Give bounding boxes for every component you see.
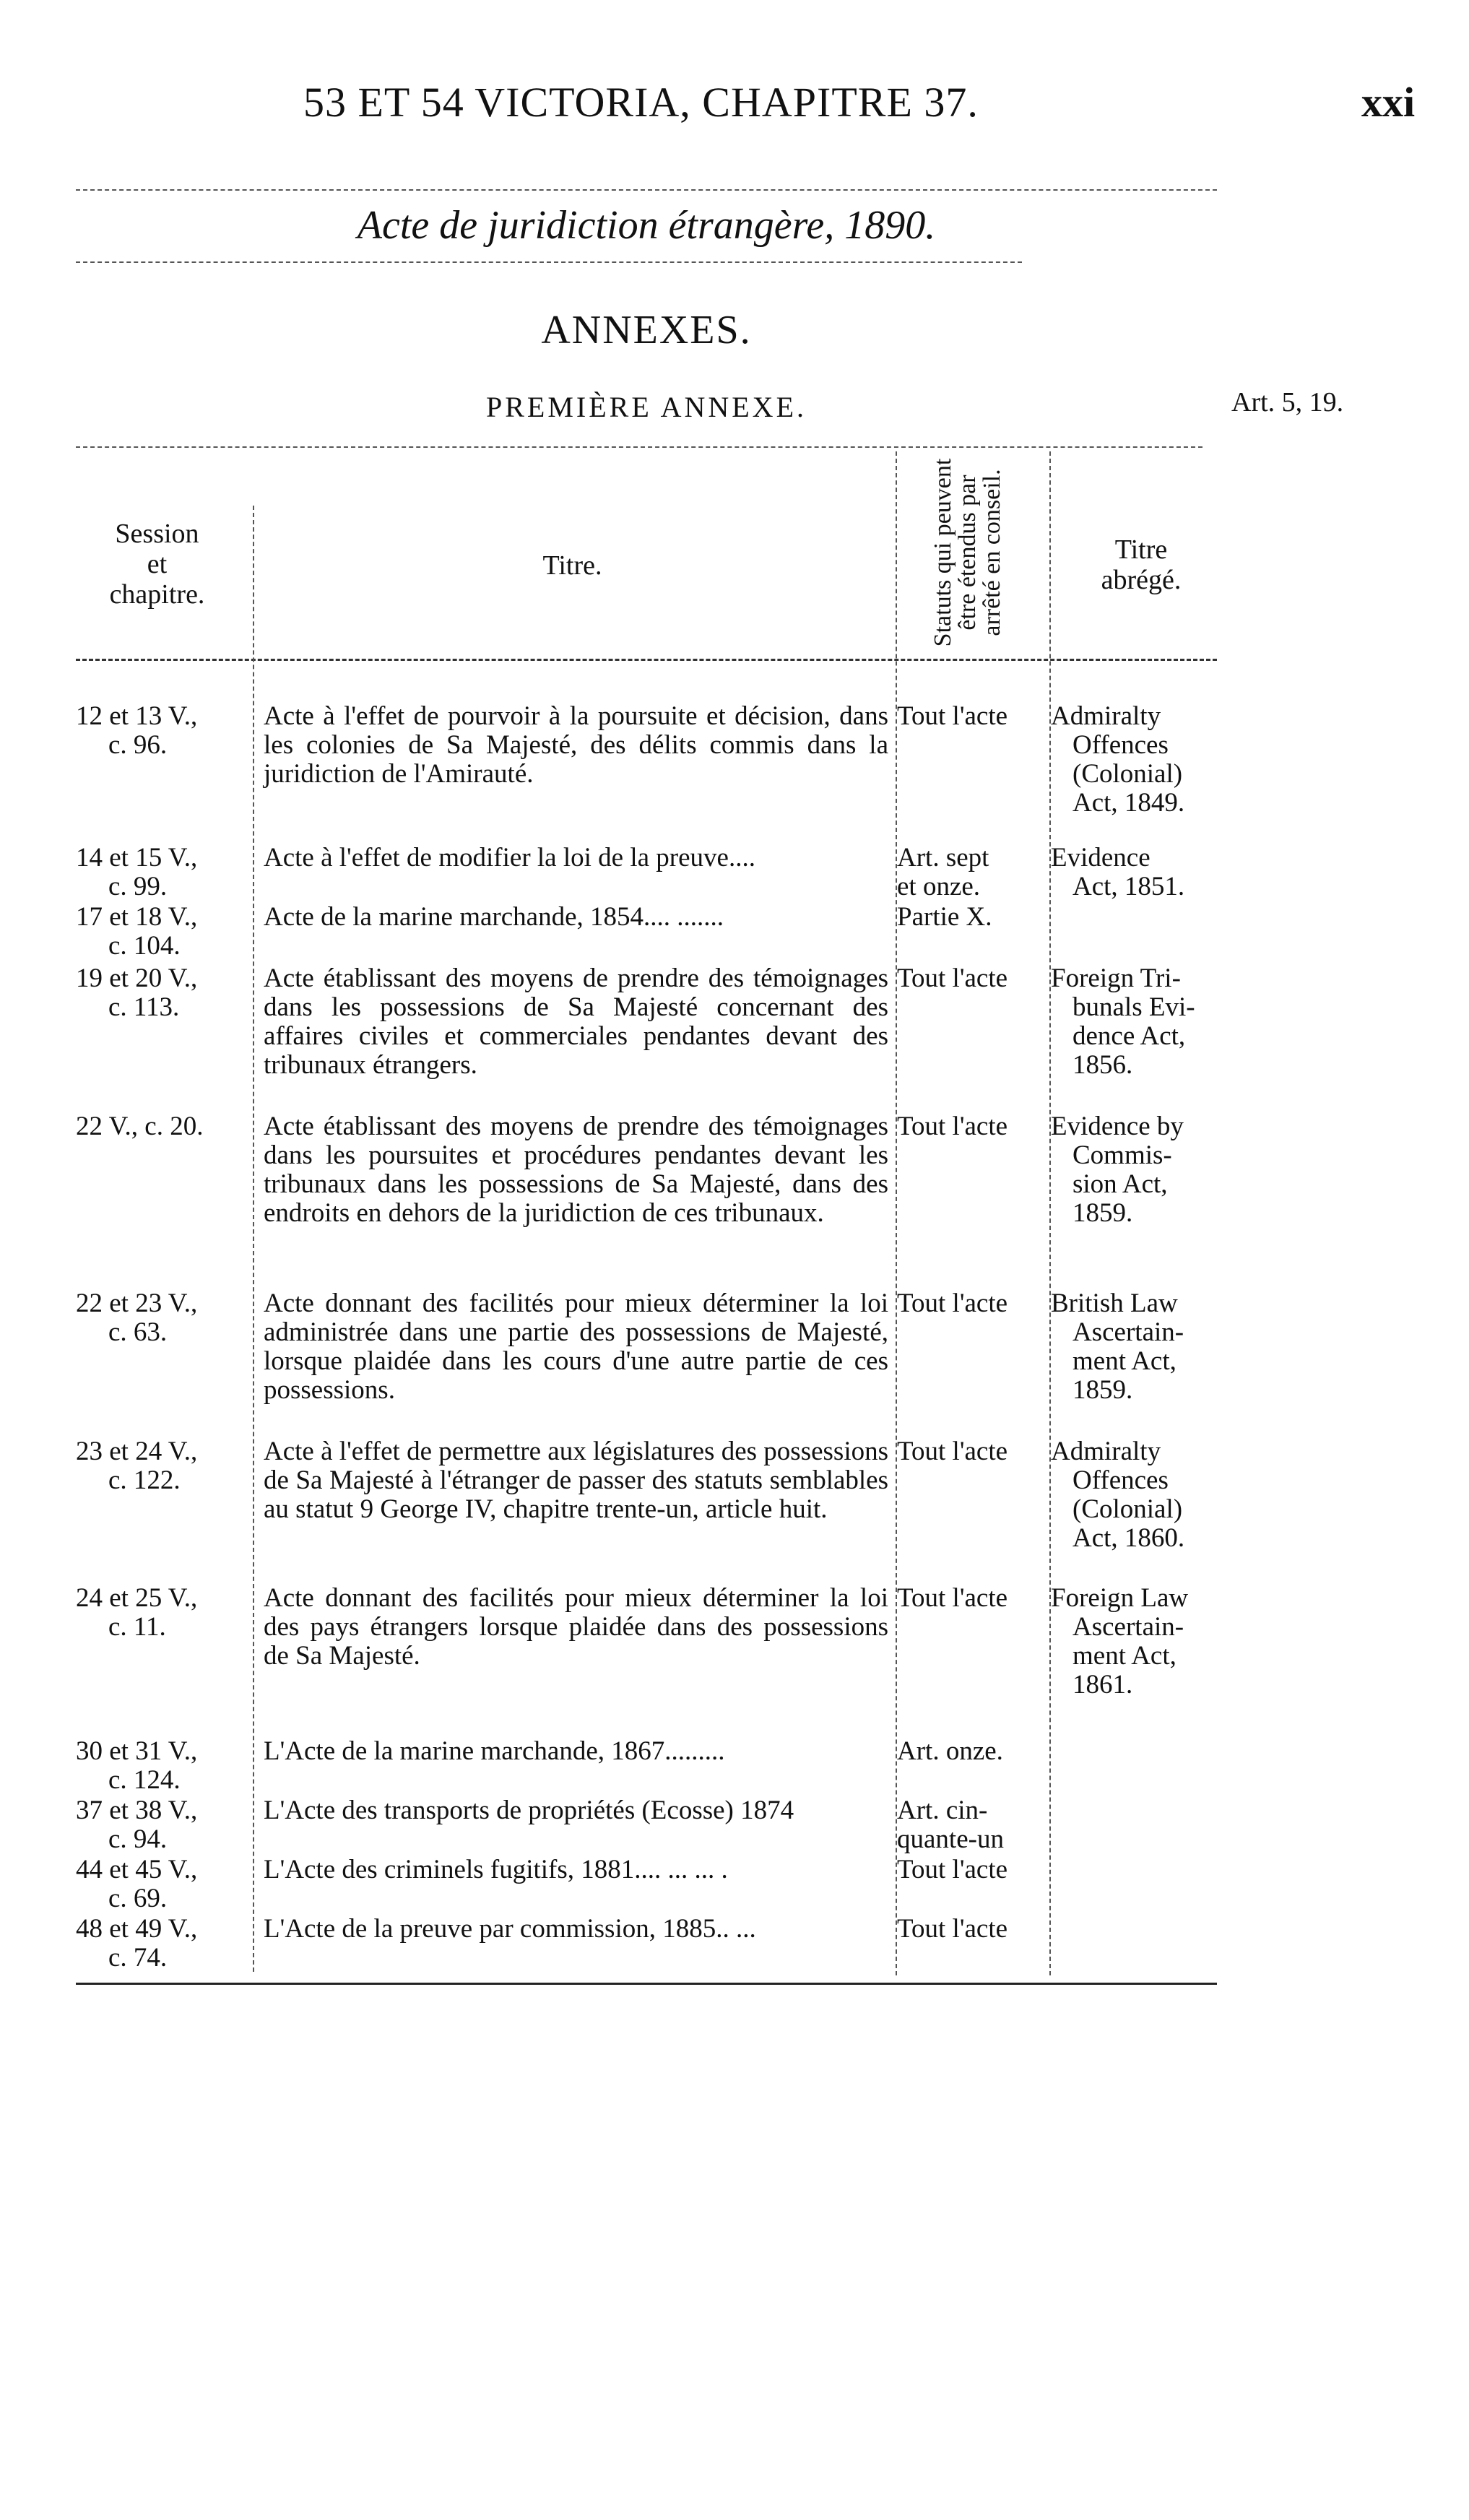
abrege-line: Evidence by xyxy=(1051,1112,1184,1141)
running-header xyxy=(0,78,1469,136)
table-row-titre xyxy=(264,1437,888,1524)
abrege-line: British Law xyxy=(1051,1289,1178,1318)
table-row-session xyxy=(76,1289,249,1347)
act-subtitle: Acte de juridiction étrangère, 1890. xyxy=(357,203,936,248)
table-row-statuts xyxy=(897,702,1049,731)
table-row-titre xyxy=(264,1915,888,1944)
abrege-line: Foreign Law xyxy=(1051,1583,1189,1613)
header-rule-bottom xyxy=(76,261,1022,263)
table-row-session xyxy=(76,1437,249,1495)
abrege-line: dence Act, xyxy=(1072,1021,1186,1051)
schedule-title: PREMIÈRE ANNEXE. xyxy=(486,391,807,423)
table-row-abrege xyxy=(1051,1289,1239,1405)
statuts-line: et onze. xyxy=(897,872,981,901)
header-session-line: et xyxy=(147,549,168,579)
abrege-line: Ascertain- xyxy=(1072,1612,1184,1642)
statuts-line: Tout l'acte xyxy=(897,1855,1008,1884)
table-row-session xyxy=(76,702,249,760)
abrege-line: Offences xyxy=(1072,1465,1169,1495)
table-row-session xyxy=(76,964,249,1022)
header-bottom-rule xyxy=(76,659,1217,661)
table-row-titre xyxy=(264,844,888,873)
abrege-line: 1859. xyxy=(1072,1375,1133,1405)
session-line: 37 et 38 V., xyxy=(76,1796,198,1825)
table-row-statuts xyxy=(897,1437,1049,1466)
statuts-line: Tout l'acte xyxy=(897,1437,1008,1466)
session-line: 22 et 23 V., xyxy=(76,1289,198,1318)
table-row-session xyxy=(76,903,249,961)
table-row-statuts xyxy=(897,1584,1049,1613)
session-line: c. 122. xyxy=(108,1465,181,1495)
table-row-abrege xyxy=(1051,702,1239,818)
titre-text: Acte donnant des facilités pour mieux déterminer la loi des pays étrangers lorsque plaidée dans des possessions de Sa Majesté. xyxy=(264,1583,888,1671)
abrege-line: Admiralty xyxy=(1051,701,1161,731)
session-line: 22 V., c. 20. xyxy=(76,1112,204,1141)
session-line: c. 74. xyxy=(108,1943,168,1973)
abrege-line: sion Act, xyxy=(1072,1169,1168,1199)
margin-reference: Art. 5, 19. xyxy=(1231,387,1344,417)
abrege-line: Offences xyxy=(1072,730,1169,760)
table-row-session xyxy=(76,1856,249,1913)
abrege-line: Act, 1849. xyxy=(1072,788,1185,818)
table-row-statuts xyxy=(897,903,1049,932)
table-row-titre xyxy=(264,1112,888,1228)
header-titre: Titre. xyxy=(542,550,602,581)
session-line: 30 et 31 V., xyxy=(76,1736,198,1766)
table-row-titre xyxy=(264,964,888,1080)
session-line: c. 96. xyxy=(108,730,168,760)
statuts-line: Art. onze. xyxy=(897,1736,1003,1766)
titre-text: L'Acte des criminels fugitifs, 1881.... ... ... . xyxy=(264,1855,728,1884)
table-bottom-rule xyxy=(76,1983,1217,1985)
titre-text: Acte établissant des moyens de prendre des témoignages dans les poursuites et procédures pendantes devant les tribunaux dans les possessions de Sa Majesté, dans des endroits en dehors de la juridiction de ces tribunaux. xyxy=(264,1112,888,1228)
running-title: 53 ET 54 VICTORIA, CHAPITRE 37. xyxy=(303,79,979,126)
table-row-titre xyxy=(264,1856,888,1884)
session-line: c. 99. xyxy=(108,872,168,901)
session-line: 19 et 20 V., xyxy=(76,964,198,993)
statuts-line: Tout l'acte xyxy=(897,701,1008,731)
abrege-line: Act, 1860. xyxy=(1072,1523,1185,1553)
abrege-line: Commis- xyxy=(1072,1140,1172,1170)
header-abrege-line: abrégé. xyxy=(1101,565,1182,595)
table-row-session xyxy=(76,1796,249,1854)
titre-text: L'Acte des transports de propriétés (Ecosse) 1874 xyxy=(264,1796,794,1825)
table-row-titre xyxy=(264,1584,888,1671)
table-row-titre xyxy=(264,1737,888,1766)
abrege-line: Evidence xyxy=(1051,843,1150,873)
table-row-statuts xyxy=(897,1737,1049,1766)
session-line: c. 104. xyxy=(108,931,181,961)
session-line: c. 124. xyxy=(108,1765,181,1795)
header-session-line: chapitre. xyxy=(109,579,205,610)
table-row-titre xyxy=(264,903,888,932)
table-row-abrege xyxy=(1051,1437,1239,1553)
abrege-line: Ascertain- xyxy=(1072,1317,1184,1347)
session-line: 44 et 45 V., xyxy=(76,1855,198,1884)
titre-text: L'Acte de la marine marchande, 1867......... xyxy=(264,1736,725,1766)
table-row-statuts xyxy=(897,844,1049,901)
titre-text: Acte donnant des facilités pour mieux déterminer la loi administrée dans une partie des possessions de Majesté, lorsque plaidée dans les cours d'une autre partie de ces possessions. xyxy=(264,1289,888,1405)
titre-text: Acte à l'effet de modifier la loi de la preuve.... xyxy=(264,843,755,873)
table-row-statuts xyxy=(897,964,1049,993)
session-line: 17 et 18 V., xyxy=(76,902,198,932)
header-abrege-line: Titre xyxy=(1114,534,1168,565)
column-separator xyxy=(253,506,254,1972)
table-top-rule xyxy=(76,446,1202,448)
titre-text: Acte de la marine marchande, 1854.... ....... xyxy=(264,902,724,932)
annexes-title: ANNEXES. xyxy=(541,308,752,352)
abrege-line: bunals Evi- xyxy=(1072,992,1195,1022)
abrege-line: ment Act, xyxy=(1072,1346,1176,1376)
table-row-titre xyxy=(264,702,888,789)
statuts-line: Tout l'acte xyxy=(897,964,1008,993)
session-line: 12 et 13 V., xyxy=(76,701,198,731)
header-rule-top xyxy=(76,189,1217,191)
table-row-abrege xyxy=(1051,844,1239,901)
table-row-statuts xyxy=(897,1796,1049,1854)
session-line: 14 et 15 V., xyxy=(76,843,198,873)
header-session-line: Session xyxy=(115,519,199,549)
statuts-line: Tout l'acte xyxy=(897,1112,1008,1141)
header-statuts xyxy=(881,455,1054,650)
titre-text: L'Acte de la preuve par commission, 1885.. ... xyxy=(264,1914,756,1944)
abrege-line: ment Act, xyxy=(1072,1641,1176,1671)
session-line: 23 et 24 V., xyxy=(76,1437,198,1466)
session-line: c. 69. xyxy=(108,1884,168,1913)
table-row-session xyxy=(76,1584,249,1642)
table-row-statuts xyxy=(897,1289,1049,1318)
page-number: xxi xyxy=(1361,79,1416,126)
table-row-abrege xyxy=(1051,1112,1239,1228)
statuts-line: Art. cin- xyxy=(897,1796,988,1825)
header-statuts-text: Statuts qui peuvent être étendus par arrêté en conseil. xyxy=(930,458,1005,647)
session-line: c. 63. xyxy=(108,1317,168,1347)
titre-text: Acte établissant des moyens de prendre des témoignages dans les possessions de Sa Majesté concernant des affaires civiles et commerciales pendantes devant des tribunaux étrangers. xyxy=(264,964,888,1080)
session-line: c. 11. xyxy=(108,1612,166,1642)
abrege-line: Foreign Tri- xyxy=(1051,964,1181,993)
statuts-line: Art. sept xyxy=(897,843,989,873)
table-row-statuts xyxy=(897,1856,1049,1884)
session-line: c. 94. xyxy=(108,1824,168,1854)
table-row-abrege xyxy=(1051,1584,1239,1700)
header-session xyxy=(76,519,238,610)
abrege-line: (Colonial) xyxy=(1072,1494,1183,1524)
titre-text: Acte à l'effet de pourvoir à la poursuite et décision, dans les colonies de Sa Majesté, des délits commis dans la juridiction de l'Amirauté. xyxy=(264,701,888,789)
abrege-line: Admiralty xyxy=(1051,1437,1161,1466)
table-row-session xyxy=(76,844,249,901)
statuts-line: Tout l'acte xyxy=(897,1289,1008,1318)
header-abrege xyxy=(1062,534,1221,595)
table-row-session xyxy=(76,1915,249,1973)
table-row-session xyxy=(76,1737,249,1795)
statuts-line: Partie X. xyxy=(897,902,992,932)
session-line: 24 et 25 V., xyxy=(76,1583,198,1613)
abrege-line: (Colonial) xyxy=(1072,759,1183,789)
statuts-line: quante-un xyxy=(897,1824,1004,1854)
table-row-titre xyxy=(264,1796,888,1825)
table-row-session xyxy=(76,1112,249,1141)
table-row-statuts xyxy=(897,1112,1049,1141)
abrege-line: 1861. xyxy=(1072,1670,1133,1700)
abrege-line: 1856. xyxy=(1072,1050,1133,1080)
abrege-line: Act, 1851. xyxy=(1072,872,1185,901)
table-row-statuts xyxy=(897,1915,1049,1944)
abrege-line: 1859. xyxy=(1072,1198,1133,1228)
table-row-titre xyxy=(264,1289,888,1405)
session-line: 48 et 49 V., xyxy=(76,1914,198,1944)
table-row-abrege xyxy=(1051,964,1239,1080)
session-line: c. 113. xyxy=(108,992,180,1022)
statuts-line: Tout l'acte xyxy=(897,1583,1008,1613)
titre-text: Acte à l'effet de permettre aux législatures des possessions de Sa Majesté à l'étranger de passer des statuts semblables au statut 9 George IV, chapitre trente-un, article huit. xyxy=(264,1437,888,1524)
statuts-line: Tout l'acte xyxy=(897,1914,1008,1944)
